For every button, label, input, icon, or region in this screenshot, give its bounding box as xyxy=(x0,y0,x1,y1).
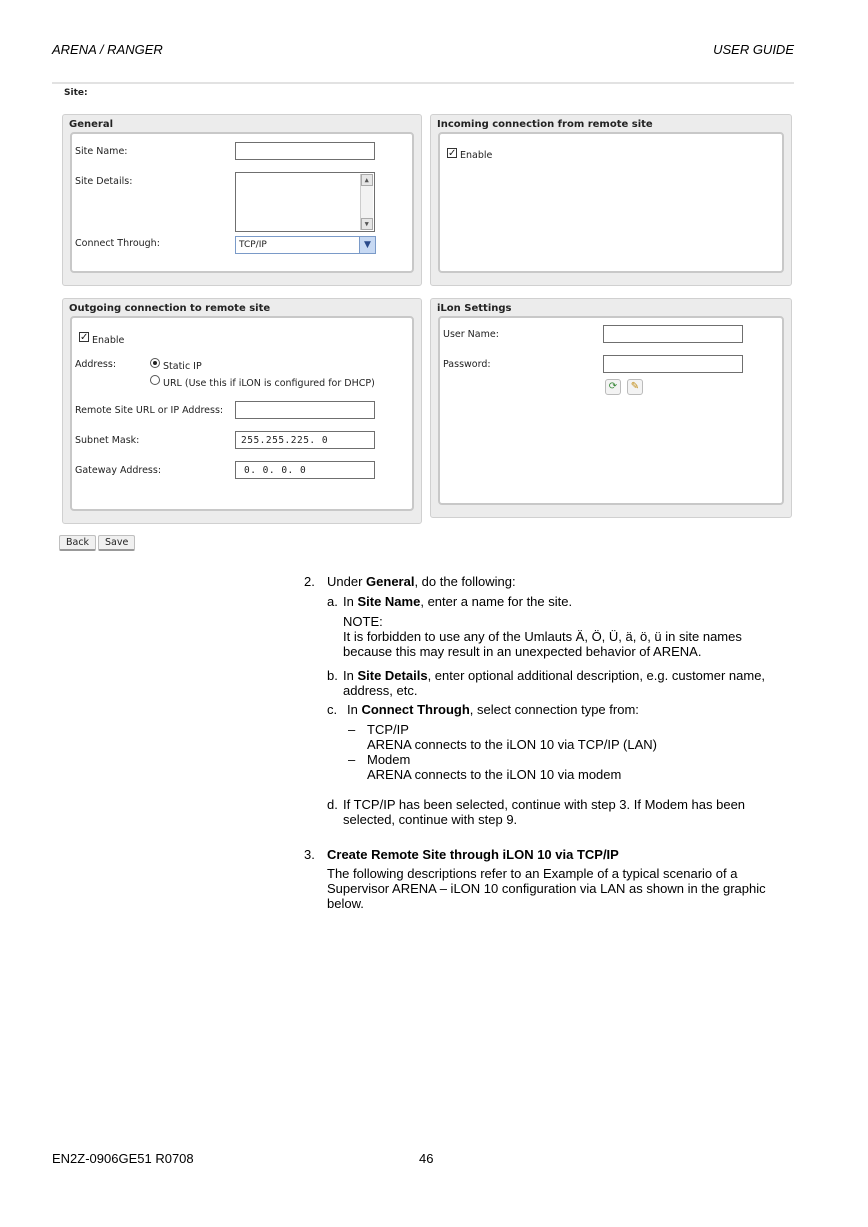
user-name-input[interactable] xyxy=(603,325,743,343)
step-3-line-3: below. xyxy=(327,896,364,911)
incoming-enable-label: Enable xyxy=(460,150,493,161)
save-button[interactable]: Save xyxy=(98,535,135,551)
step-a-label: a. xyxy=(327,594,338,609)
remote-site-input[interactable] xyxy=(235,401,375,419)
step-2-number: 2. xyxy=(304,574,315,589)
step-c-bold: Connect Through xyxy=(361,702,470,717)
subnet-mask-label: Subnet Mask: xyxy=(75,435,140,446)
step-d-label: d. xyxy=(327,797,338,812)
step-d-line-1: If TCP/IP has been selected, continue with step 3. If Modem has been xyxy=(343,797,746,812)
site-name-input[interactable] xyxy=(235,142,375,160)
static-ip-label: Static IP xyxy=(163,361,202,372)
step-b-label: b. xyxy=(327,668,338,683)
general-panel xyxy=(62,114,422,286)
gateway-address-input[interactable]: 0. 0. 0. 0 xyxy=(235,461,375,479)
subnet-mask-input[interactable]: 255.255.225. 0 xyxy=(235,431,375,449)
step-a-post: , enter a name for the site. xyxy=(420,594,573,609)
connect-through-label: Connect Through: xyxy=(75,238,160,249)
header-left: ARENA / RANGER xyxy=(52,42,163,57)
address-label: Address: xyxy=(75,359,117,370)
step-3-number: 3. xyxy=(304,847,315,862)
option-2-dash: – xyxy=(348,752,356,767)
connect-through-value: TCP/IP xyxy=(239,240,267,250)
header-right: USER GUIDE xyxy=(713,42,794,57)
step-c-label: c. xyxy=(327,702,338,717)
static-ip-radio[interactable] xyxy=(150,358,160,368)
scroll-down-icon[interactable]: ▼ xyxy=(361,218,373,230)
incoming-enable-checkbox[interactable]: ✓ xyxy=(448,148,457,159)
step-d-line-2: selected, continue with step 9. xyxy=(343,812,518,827)
remote-site-label: Remote Site URL or IP Address: xyxy=(75,405,224,416)
url-label: URL (Use this if iLON is configured for DHCP) xyxy=(163,378,375,389)
outgoing-panel-body xyxy=(70,316,414,511)
step-3-title: Create Remote Site through iLON 10 via TCP/IP xyxy=(327,847,619,862)
step-a-pre: In xyxy=(343,594,358,609)
step-b-line-2: address, etc. xyxy=(343,683,418,698)
option-1-title: TCP/IP xyxy=(367,722,409,737)
gateway-address-label: Gateway Address: xyxy=(75,465,162,476)
connect-through-select[interactable] xyxy=(235,236,376,254)
site-details-label: Site Details: xyxy=(75,176,133,187)
site-form-title: Site: xyxy=(64,88,88,98)
general-panel-title: General xyxy=(69,119,113,130)
step-a-bold: Site Name xyxy=(357,594,421,609)
option-1-desc: ARENA connects to the iLON 10 via TCP/IP (LAN) xyxy=(367,737,657,752)
back-button[interactable]: Back xyxy=(59,535,96,551)
ilon-panel xyxy=(430,298,792,518)
step-c-post: , select connection type from: xyxy=(469,702,639,717)
incoming-panel-title: Incoming connection from remote site xyxy=(437,119,653,130)
site-details-textarea[interactable] xyxy=(235,172,375,232)
site-name-label: Site Name: xyxy=(75,146,128,157)
general-panel-body xyxy=(70,132,414,273)
step-b-pre: In xyxy=(343,668,358,683)
step-b-post: , enter optional additional description, e.g. customer name, xyxy=(427,668,766,683)
step-3-line-2: Supervisor ARENA – iLON 10 configuration via LAN as shown in the graphic xyxy=(327,881,766,896)
user-name-label: User Name: xyxy=(443,329,499,340)
step-a-text xyxy=(343,594,572,609)
outgoing-enable-label: Enable xyxy=(92,335,125,346)
chevron-down-icon[interactable]: ▼ xyxy=(359,237,375,253)
outgoing-enable-checkbox[interactable]: ✓ xyxy=(80,332,89,343)
option-2-desc: ARENA connects to the iLON 10 via modem xyxy=(367,767,622,782)
incoming-panel xyxy=(430,114,792,286)
edit-pencil-icon[interactable]: ✎ xyxy=(627,379,643,395)
step-2-bold: General xyxy=(366,574,415,589)
outgoing-panel xyxy=(62,298,422,524)
incoming-panel-body xyxy=(438,132,784,273)
step-2-post: , do the following: xyxy=(414,574,516,589)
site-form-screenshot xyxy=(52,82,794,556)
password-label: Password: xyxy=(443,359,491,370)
scroll-up-icon[interactable]: ▲ xyxy=(361,174,373,186)
option-1-dash: – xyxy=(348,722,356,737)
refresh-icon[interactable]: ⟳ xyxy=(605,379,621,395)
note-line-2: because this may result in an unexpected behavior of ARENA. xyxy=(343,644,702,659)
footer-page-number: 46 xyxy=(419,1151,434,1166)
step-2-pre: Under xyxy=(327,574,367,589)
site-details-scrollbar[interactable] xyxy=(360,174,373,230)
step-2-text xyxy=(327,574,516,589)
option-2-title: Modem xyxy=(367,752,411,767)
footer-doc-id: EN2Z-0906GE51 R0708 xyxy=(52,1151,194,1166)
password-input[interactable] xyxy=(603,355,743,373)
step-c-pre: In xyxy=(347,702,362,717)
note-line-1: It is forbidden to use any of the Umlauts Ä, Ö, Ü, ä, ö, ü in site names xyxy=(343,629,742,644)
step-b-text xyxy=(343,668,765,683)
step-c-text xyxy=(347,702,639,717)
ilon-panel-body xyxy=(438,316,784,505)
note-title: NOTE: xyxy=(343,614,383,629)
step-b-bold: Site Details xyxy=(357,668,428,683)
url-radio[interactable] xyxy=(150,375,160,385)
ilon-panel-title: iLon Settings xyxy=(437,303,512,314)
outgoing-panel-title: Outgoing connection to remote site xyxy=(69,303,271,314)
step-3-line-1: The following descriptions refer to an Example of a typical scenario of a xyxy=(327,866,738,881)
